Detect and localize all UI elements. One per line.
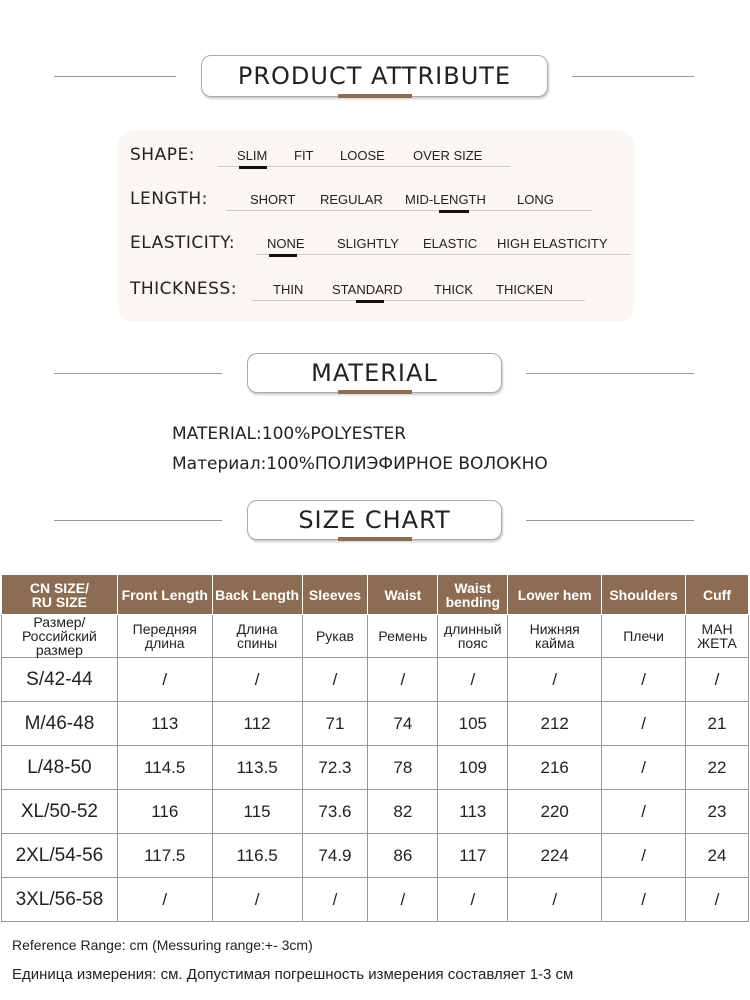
accent-bar — [338, 537, 412, 541]
option-text: OVER SIZE — [413, 148, 483, 163]
option-text: THICK — [434, 282, 473, 297]
table-cell: XL/50-52 — [2, 790, 118, 834]
attribute-panel — [118, 131, 634, 321]
attribute-row — [130, 139, 630, 169]
table-row — [2, 702, 749, 746]
table-cell: длинный пояс — [438, 615, 508, 658]
table-cell: / — [117, 878, 212, 922]
table-cell: 105 — [438, 702, 508, 746]
table-cell: / — [212, 658, 302, 702]
attribute-option — [337, 236, 399, 251]
attribute-option — [405, 192, 486, 207]
table-cell: Нижняя кайма — [508, 615, 602, 658]
table-cell: 21 — [686, 702, 749, 746]
table-cell: Lower hem — [508, 575, 602, 615]
table-cell: 23 — [686, 790, 749, 834]
table-cell: 113 — [117, 702, 212, 746]
table-cell: Sleeves — [302, 575, 368, 615]
table-cell: Back Length — [212, 575, 302, 615]
material-en: MATERIAL:100%POLYESTER — [172, 424, 407, 444]
option-text: STANDARD — [332, 282, 403, 297]
attribute-option — [497, 236, 608, 251]
table-cell: / — [302, 658, 368, 702]
table-row — [2, 878, 749, 922]
table-cell: 117 — [438, 834, 508, 878]
section-title-text: PRODUCT ATTRIBUTE — [237, 62, 512, 90]
table-cell: / — [368, 658, 438, 702]
table-cell: / — [117, 658, 212, 702]
table-cell: / — [508, 658, 602, 702]
table-cell: S/42-44 — [2, 658, 118, 702]
table-cell: / — [302, 878, 368, 922]
table-row — [2, 834, 749, 878]
table-row — [2, 575, 749, 615]
section-title-text: MATERIAL — [311, 359, 438, 387]
option-text: HIGH ELASTICITY — [497, 236, 608, 251]
attribute-option — [237, 148, 267, 163]
table-cell: Shoulders — [602, 575, 686, 615]
table-cell: Передняя длина — [117, 615, 212, 658]
option-text: THIN — [273, 282, 304, 297]
table-cell: 113 — [438, 790, 508, 834]
table-cell: M/46-48 — [2, 702, 118, 746]
table-cell: 216 — [508, 746, 602, 790]
attribute-option — [320, 192, 383, 207]
selected-underline — [269, 254, 297, 257]
table-cell: 71 — [302, 702, 368, 746]
option-text: SLIGHTLY — [337, 236, 399, 251]
accent-bar — [338, 94, 412, 98]
option-text: ELASTIC — [423, 236, 478, 251]
divider — [252, 300, 585, 301]
table-cell: CN SIZE/ RU SIZE — [2, 575, 118, 615]
table-cell: / — [438, 658, 508, 702]
option-text: LOOSE — [340, 148, 385, 163]
option-text: SHORT — [250, 192, 296, 207]
material-ru: Материал:100%ПОЛИЭФИРНОЕ ВОЛОКНО — [172, 454, 548, 474]
table-cell: 224 — [508, 834, 602, 878]
divider — [54, 520, 222, 521]
table-cell: 212 — [508, 702, 602, 746]
table-cell: 78 — [368, 746, 438, 790]
option-text: THICKEN — [496, 282, 554, 297]
table-cell: Плечи — [602, 615, 686, 658]
selected-underline — [356, 300, 384, 303]
selected-underline — [239, 166, 267, 169]
attribute-label: LENGTH: — [130, 189, 208, 209]
divider — [526, 373, 694, 374]
table-cell: Waist — [368, 575, 438, 615]
table-row — [2, 790, 749, 834]
attribute-option — [340, 148, 385, 163]
size-chart-table — [1, 574, 749, 922]
attribute-option — [496, 282, 553, 297]
option-text: NONE — [267, 236, 305, 251]
table-cell: / — [438, 878, 508, 922]
table-cell: / — [602, 658, 686, 702]
divider — [226, 210, 592, 211]
table-cell: Front Length — [117, 575, 212, 615]
attribute-option — [273, 282, 303, 297]
attribute-option — [423, 236, 477, 251]
attribute-row — [130, 227, 630, 257]
table-cell: 117.5 — [117, 834, 212, 878]
section-title-size-chart — [247, 500, 502, 540]
divider — [54, 373, 222, 374]
table-cell: 220 — [508, 790, 602, 834]
table-cell: 24 — [686, 834, 749, 878]
table-cell: L/48-50 — [2, 746, 118, 790]
table-cell: 73.6 — [302, 790, 368, 834]
attribute-row — [130, 183, 630, 213]
table-row — [2, 615, 749, 658]
attribute-option — [250, 192, 295, 207]
table-cell: / — [686, 878, 749, 922]
table-cell: / — [602, 878, 686, 922]
footer-en: Reference Range: cm (Messuring range:+- 3cm) — [12, 937, 313, 953]
attribute-row — [130, 273, 630, 303]
table-cell: МАН ЖЕТА — [686, 615, 749, 658]
section-title-attribute — [201, 55, 548, 97]
table-cell: 116 — [117, 790, 212, 834]
table-cell: 114.5 — [117, 746, 212, 790]
attribute-option — [517, 192, 554, 207]
table-cell: / — [686, 658, 749, 702]
divider — [526, 520, 694, 521]
table-cell: 113.5 — [212, 746, 302, 790]
table-cell: 109 — [438, 746, 508, 790]
table-cell: 22 — [686, 746, 749, 790]
attribute-label: ELASTICITY: — [130, 233, 236, 253]
attribute-option — [332, 282, 403, 297]
table-cell: / — [212, 878, 302, 922]
table-cell: 82 — [368, 790, 438, 834]
divider — [54, 76, 176, 77]
table-cell: Waist bending — [438, 575, 508, 615]
attribute-option — [267, 236, 305, 251]
table-cell: Размер/ Российский размер — [2, 615, 118, 658]
option-text: SLIM — [237, 148, 268, 163]
table-cell: 74 — [368, 702, 438, 746]
table-cell: / — [602, 834, 686, 878]
table-cell: / — [368, 878, 438, 922]
divider — [572, 76, 694, 77]
table-cell: Ремень — [368, 615, 438, 658]
table-row — [2, 746, 749, 790]
accent-bar — [338, 390, 412, 394]
footer-ru: Единица измерения: см. Допустимая погрешность измерения составляет 1-3 см — [12, 966, 574, 983]
table-cell: 112 — [212, 702, 302, 746]
attribute-label: SHAPE: — [130, 145, 195, 165]
table-cell: 115 — [212, 790, 302, 834]
table-cell: / — [602, 702, 686, 746]
option-text: LONG — [517, 192, 554, 207]
divider — [256, 254, 630, 255]
table-cell: 3XL/56-58 — [2, 878, 118, 922]
table-row — [2, 658, 749, 702]
selected-underline — [439, 210, 469, 213]
table-cell: 116.5 — [212, 834, 302, 878]
option-text: FIT — [294, 148, 314, 163]
table-cell: 72.3 — [302, 746, 368, 790]
table-cell: 74.9 — [302, 834, 368, 878]
table-cell: 86 — [368, 834, 438, 878]
table-cell: Cuff — [686, 575, 749, 615]
table-cell: Рукав — [302, 615, 368, 658]
section-title-text: SIZE CHART — [298, 506, 451, 534]
attribute-option — [434, 282, 473, 297]
attribute-label: THICKNESS: — [130, 279, 237, 299]
table-cell: / — [508, 878, 602, 922]
attribute-option — [413, 148, 482, 163]
attribute-option — [294, 148, 314, 163]
option-text: REGULAR — [320, 192, 383, 207]
table-cell: / — [602, 746, 686, 790]
option-text: MID-LENGTH — [405, 192, 486, 207]
table-cell: / — [602, 790, 686, 834]
table-cell: 2XL/54-56 — [2, 834, 118, 878]
table-cell: Длина спины — [212, 615, 302, 658]
section-title-material — [247, 353, 502, 393]
